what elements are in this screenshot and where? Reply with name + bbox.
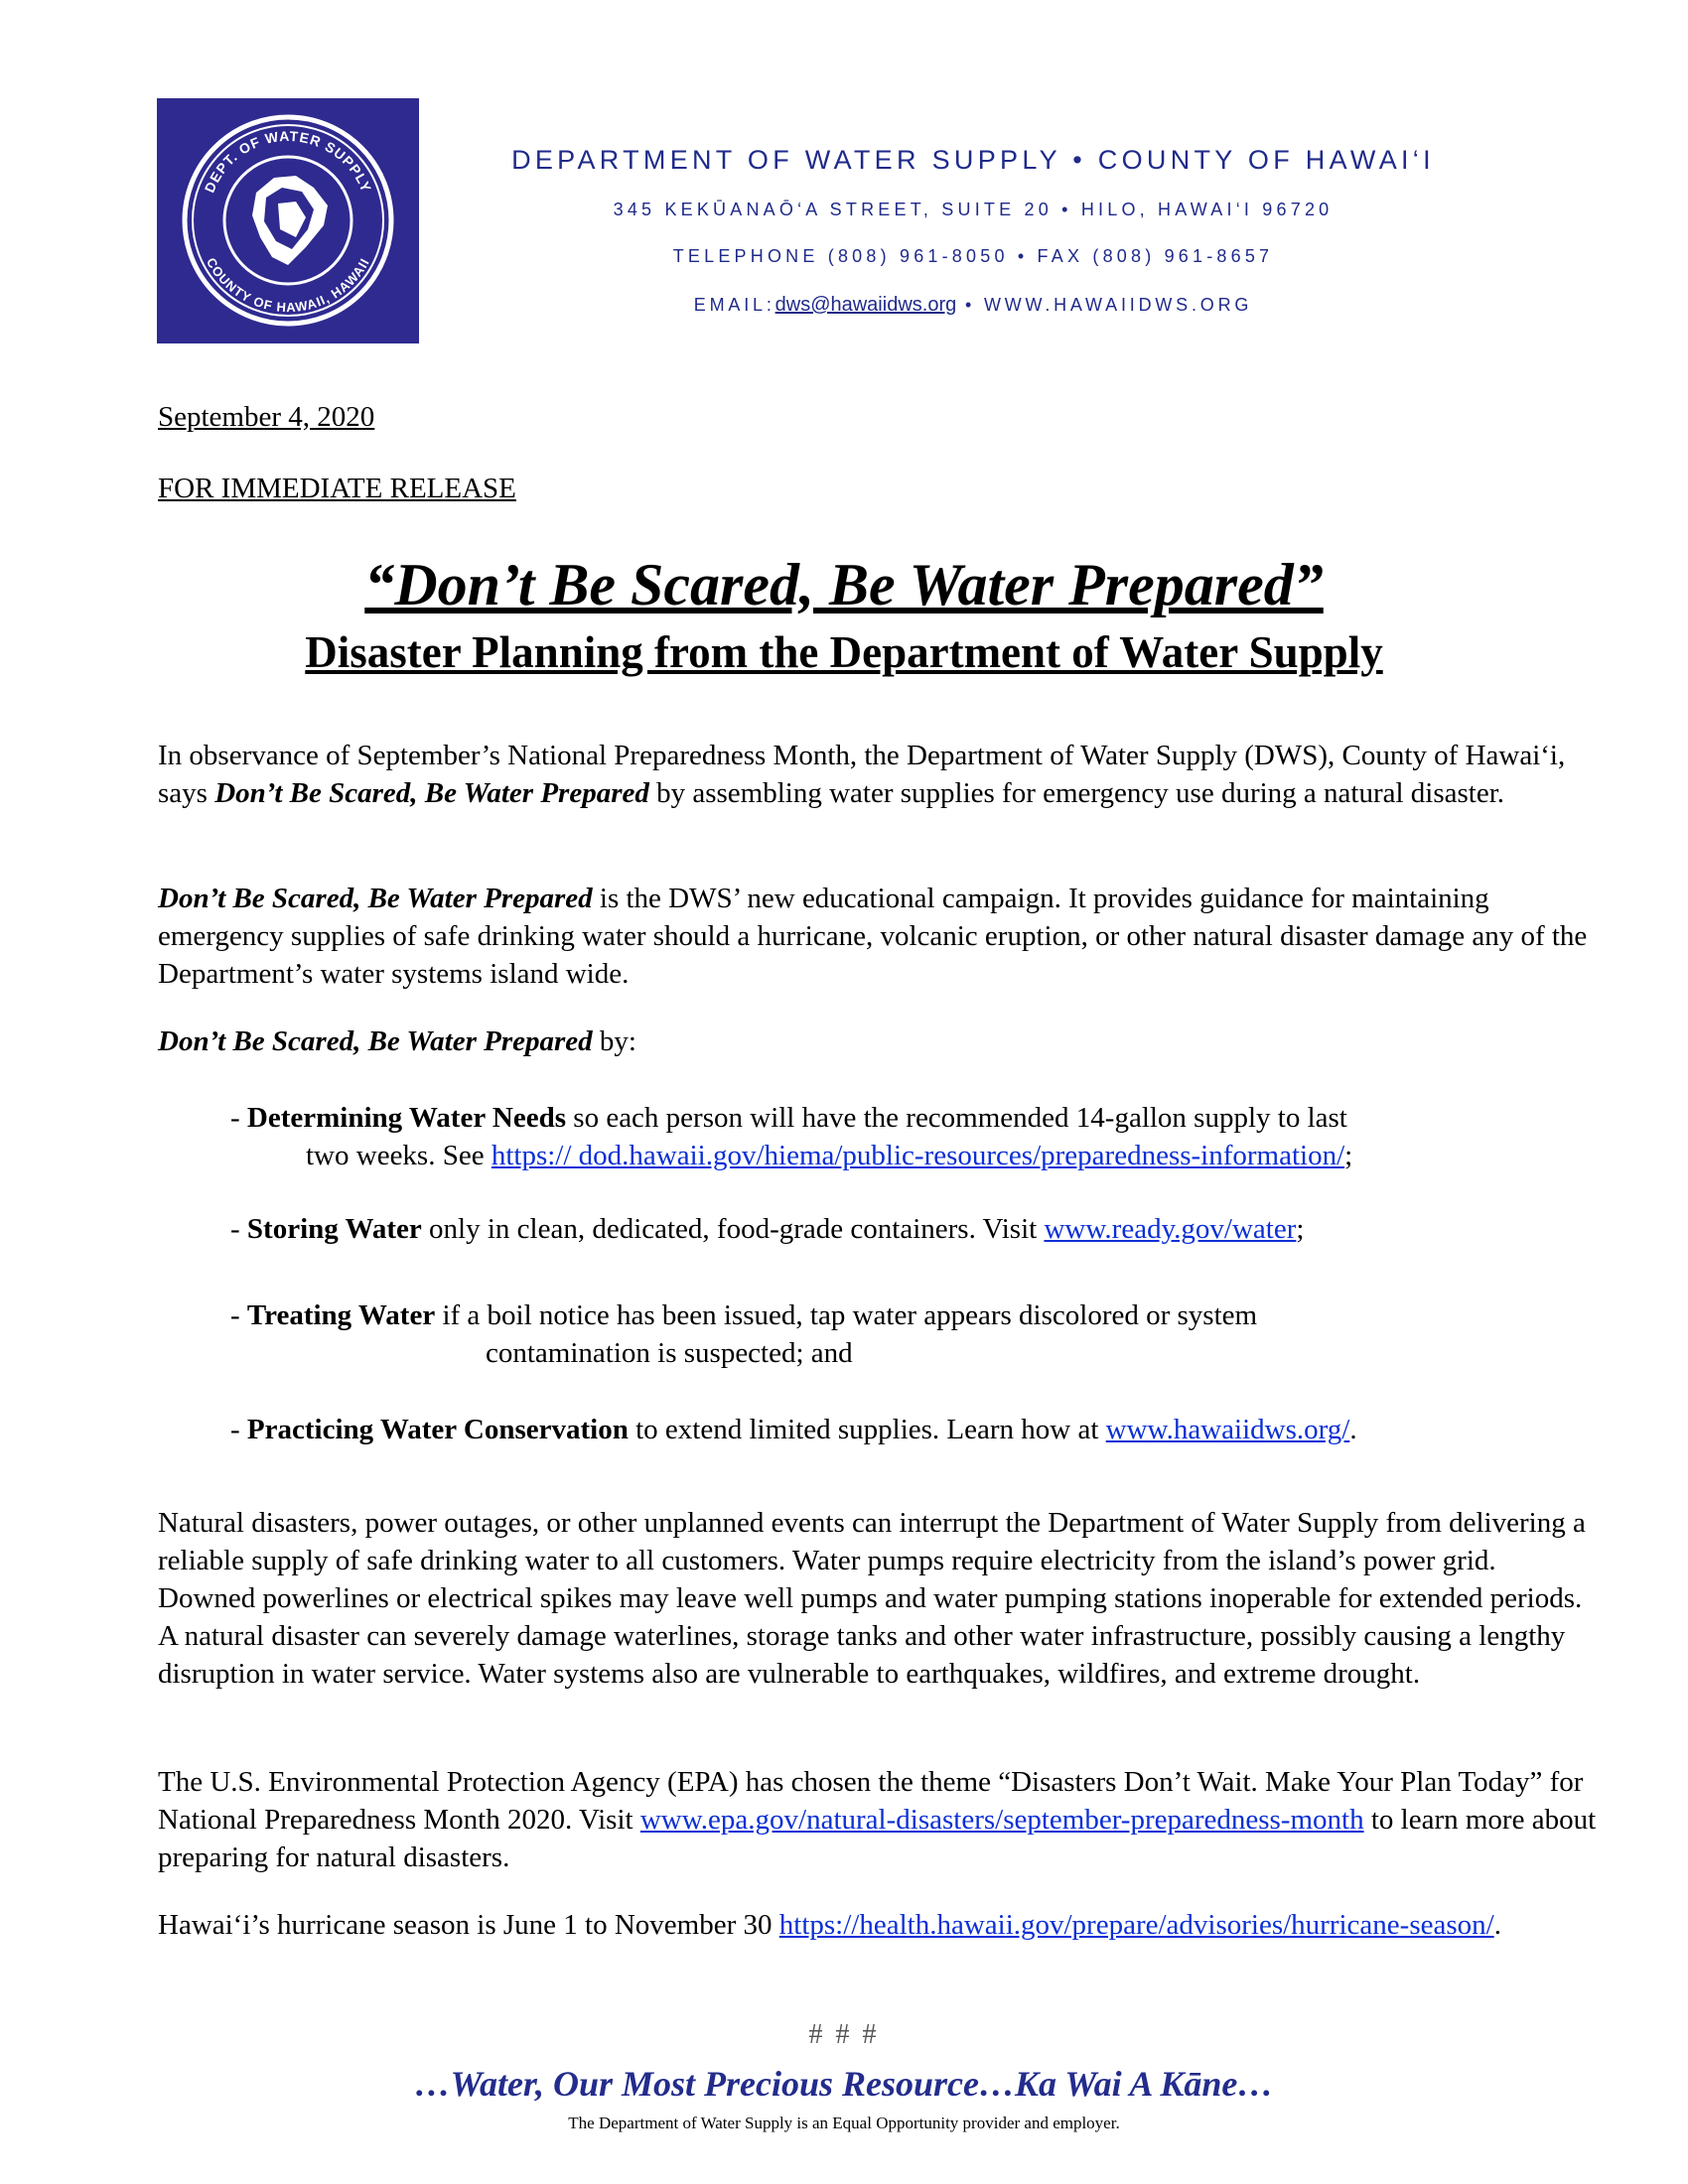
list-item: - Storing Water only in clean, dedicated, food-grade containers. Visit www.ready.gov/water;	[230, 1213, 1305, 1245]
list-item: - Determining Water Needs so each person will have the recommended 14-gallon supply to last two weeks. See https:// dod.hawaii.gov/hiema/public-resources/preparedness-information/;	[230, 1102, 1353, 1171]
footer-motto: …Water, Our Most Precious Resource…Ka Wai A Kāne…	[414, 2064, 1274, 2104]
paragraph-by: Don’t Be Scared, Be Water Prepared by:	[158, 1025, 636, 1057]
hurricane-link[interactable]: https://health.hawaii.gov/prepare/advisories/hurricane-season/	[778, 1909, 1494, 1941]
email-link[interactable]: dws@hawaiidws.org	[774, 294, 957, 316]
preparedness-link[interactable]: https:// dod.hawaii.gov/hiema/public-resources/preparedness-information/	[491, 1140, 1345, 1171]
svg-text:DEPT. OF WATER SUPPLY: DEPT. OF WATER SUPPLY	[201, 127, 375, 196]
website-text: • WWW.HAWAIIDWS.ORG	[956, 295, 1253, 315]
subheadline: Disaster Planning from the Department of Water Supply	[305, 627, 1383, 677]
letterhead-contact	[427, 294, 1519, 317]
list-item: - Treating Water if a boil notice has been issued, tap water appears discolored or system contamination is suspected; and	[230, 1299, 1258, 1369]
paragraph-intro: In observance of September’s National Preparedness Month, the Department of Water Supply (DWS), County of Hawai‘i, says Don’t Be Scared, Be Water Prepared by assembling water supplies for emergency use during a natural disaster.	[158, 740, 1566, 809]
paragraph-epa: The U.S. Environmental Protection Agency (EPA) has chosen the theme “Disasters Don’t Wait. Make Your Plan Today” for National Preparedness Month 2020. Visit www.epa.gov/natural-disasters/september-preparedness-month to learn more about preparing for natural disasters.	[158, 1766, 1597, 1873]
hawaiidws-link[interactable]: www.hawaiidws.org/	[1105, 1414, 1350, 1445]
svg-text:COUNTY OF HAWAII, HAWAII: COUNTY OF HAWAII, HAWAII	[203, 255, 373, 316]
paragraph-disasters: Natural disasters, power outages, or other unplanned events can interrupt the Department of Water Supply from delivering a reliable supply of safe drinking water to all customers. Water pumps require electricity from the island’s power grid. Downed powerlines or electrical spikes may leave well pumps and water pumping stations inoperable for extended periods. A natural disaster can severely damage waterlines, storage tanks and other water infrastructure, possibly causing a lengthy disruption in water service. Water systems also are vulnerable to earthquakes, wildfires, and extreme drought.	[158, 1507, 1586, 1690]
letterhead-phone-fax: TELEPHONE (808) 961-8050 • FAX (808) 961-8657	[672, 246, 1274, 266]
footer-eeo-statement: The Department of Water Supply is an Equal Opportunity provider and employer.	[568, 2114, 1120, 2132]
paragraph-campaign: Don’t Be Scared, Be Water Prepared is the DWS’ new educational campaign. It provides guidance for maintaining emergency supplies of safe drinking water should a hurricane, volcanic eruption, or other natural disaster damage any of the Department’s water systems island wide.	[158, 883, 1588, 990]
paragraph-hurricane: Hawai‘i’s hurricane season is June 1 to November 30 https://health.hawaii.gov/prepare/advisories/hurricane-season/.	[158, 1909, 1501, 1941]
list-item: - Practicing Water Conservation to extend limited supplies. Learn how at www.hawaiidws.org/.	[230, 1414, 1357, 1445]
end-marker: # # #	[808, 2019, 880, 2050]
letterhead-title: DEPARTMENT OF WATER SUPPLY • COUNTY OF HAWAI‘I	[511, 145, 1435, 175]
letterhead-address: 345 KEKŪANAŌ‘A STREET, SUITE 20 • HILO, HAWAI‘I 96720	[613, 200, 1334, 219]
headline: “Don’t Be Scared, Be Water Prepared”	[364, 552, 1324, 617]
release-type: FOR IMMEDIATE RELEASE	[158, 473, 516, 504]
email-label: EMAIL:	[693, 295, 775, 315]
ready-gov-link[interactable]: www.ready.gov/water	[1044, 1213, 1297, 1245]
release-date: September 4, 2020	[158, 401, 375, 433]
epa-link[interactable]: www.epa.gov/natural-disasters/september-preparedness-month	[639, 1804, 1364, 1836]
department-seal-logo	[157, 98, 419, 343]
